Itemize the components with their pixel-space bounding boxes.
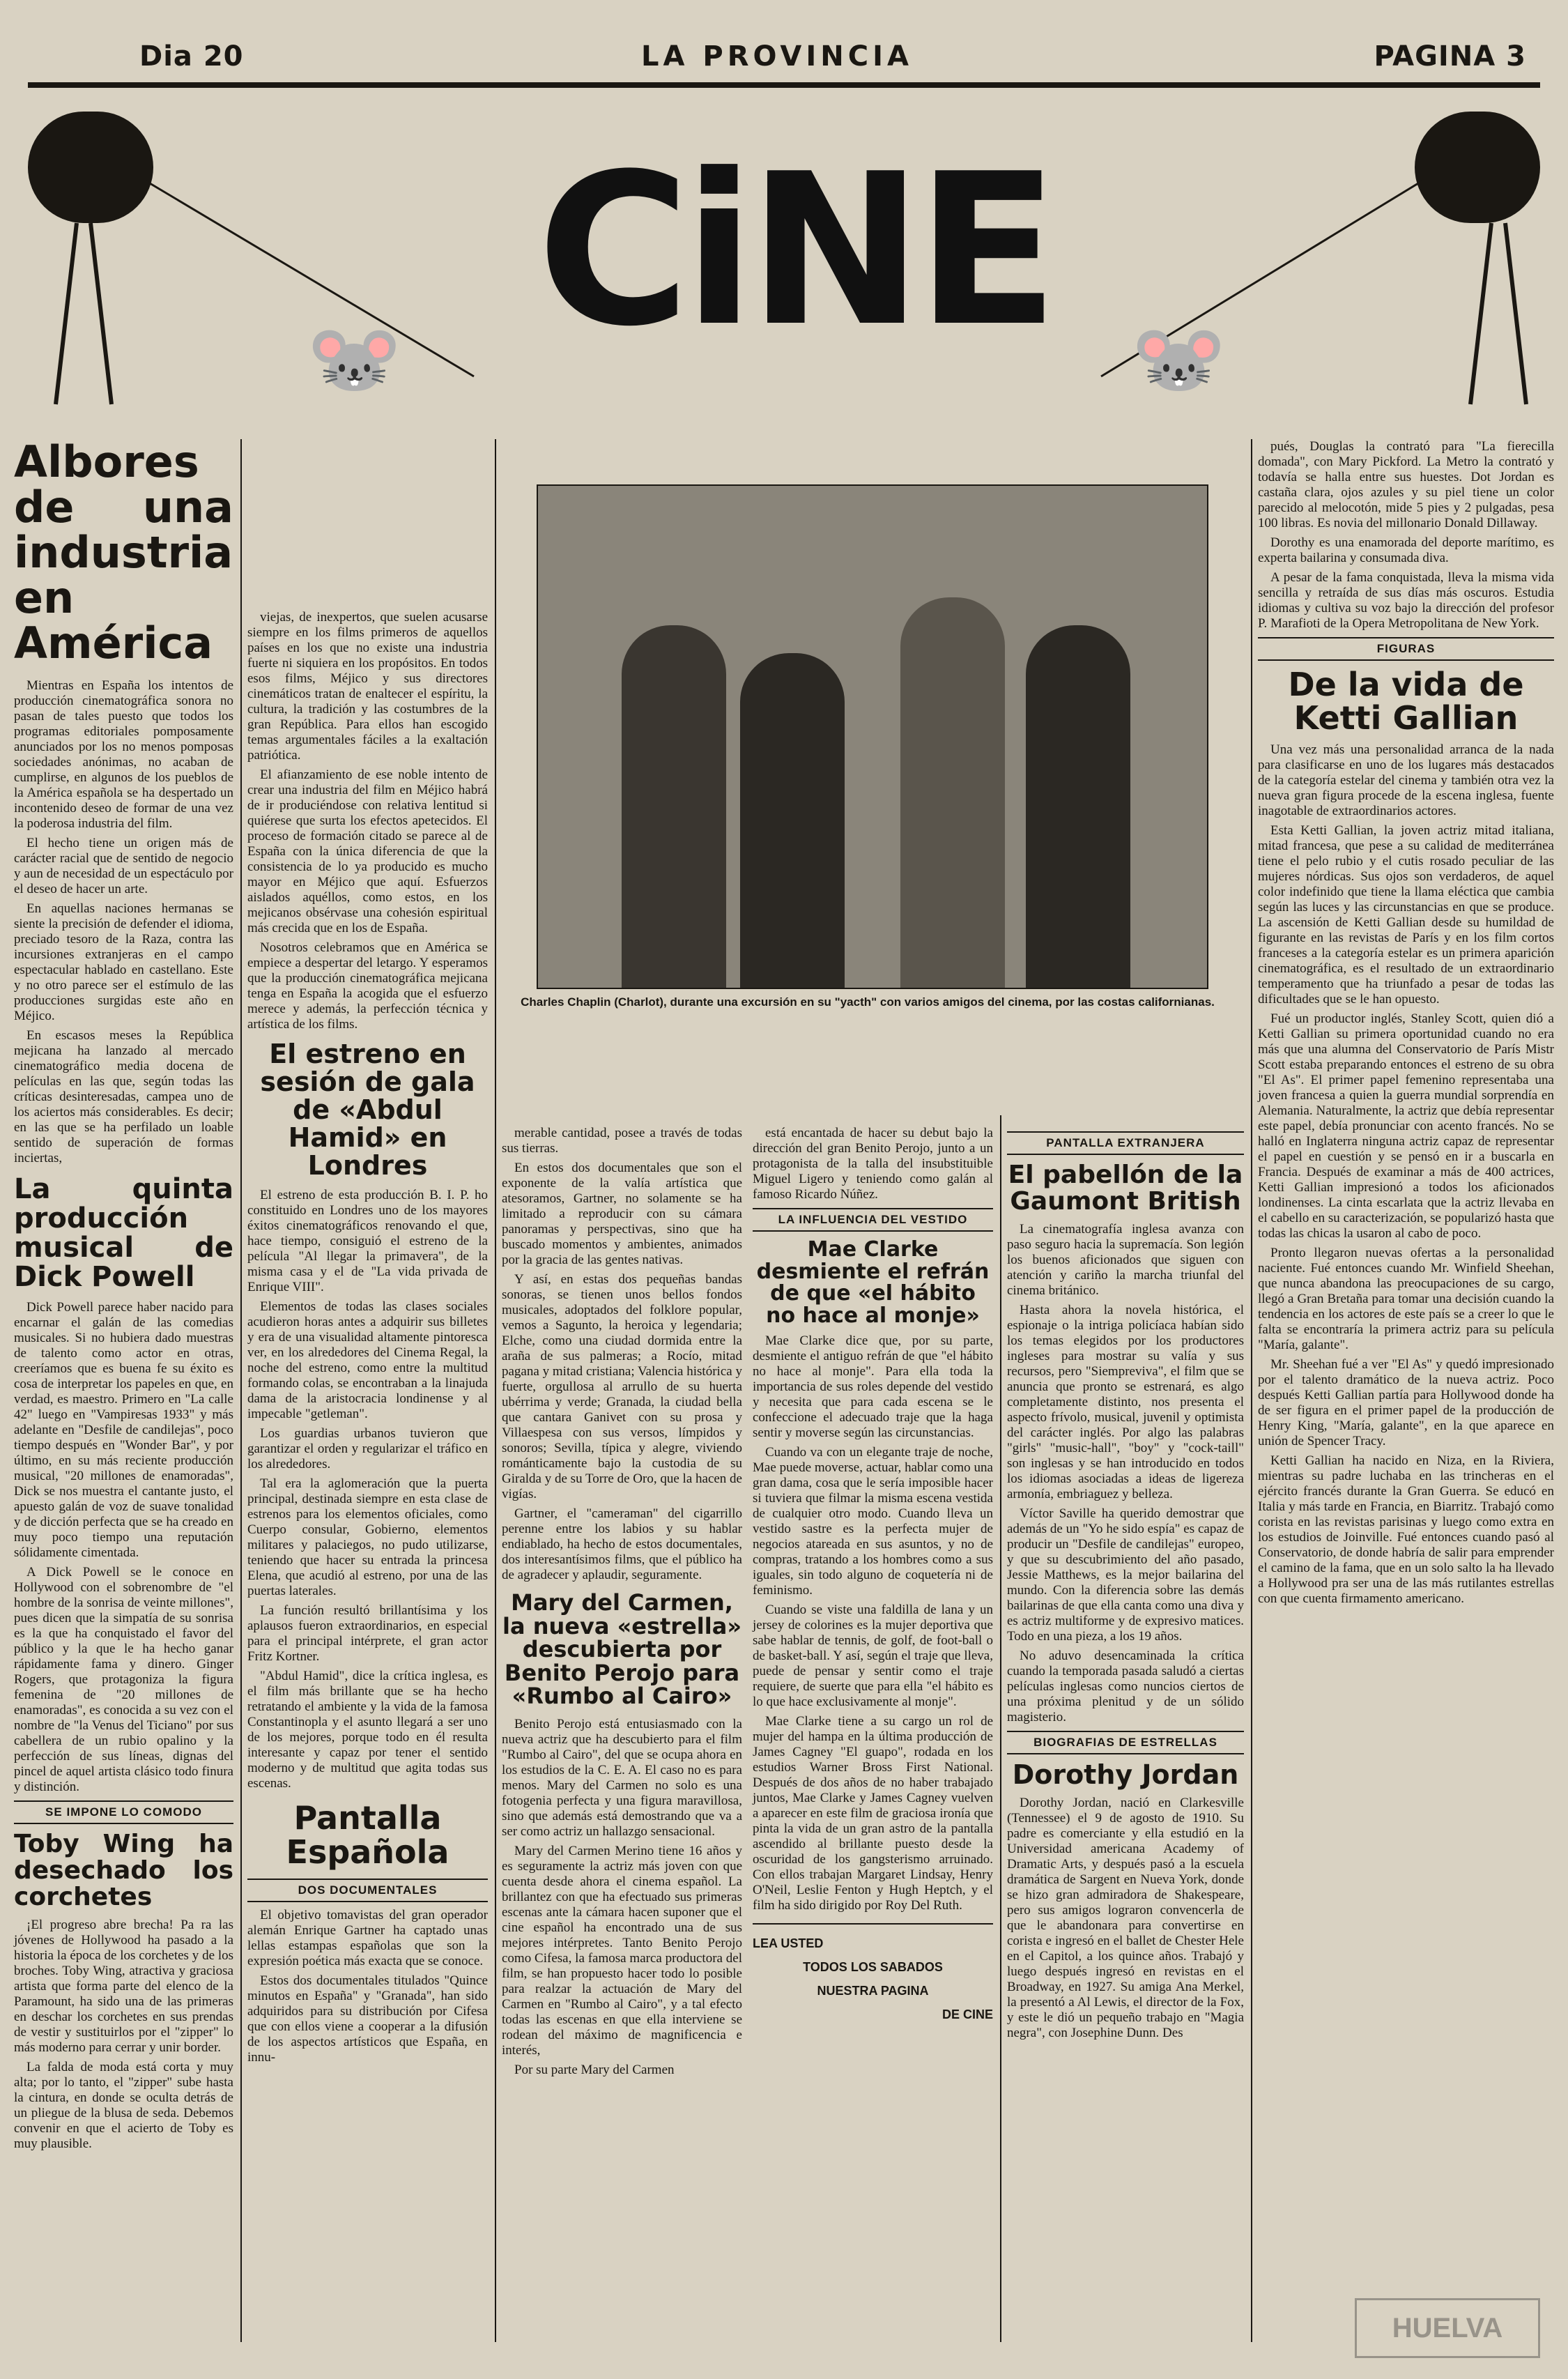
paragraph: Una vez más una personalidad arranca de la nada para clasificarse en uno de los lugares más destacados de la categoría estelar del cinema y también otra vez la nueva gran figura procede de la escena inglesa, fuente inagotable de extraordinarios actores. (1258, 742, 1554, 818)
person-figure (1026, 625, 1130, 988)
paragraph: No aduvo desencaminada la crítica cuando la temporada pasada saludó a ciertas películas inglesas como nuncios ciertos de una próxima plenitud y de un sólido magisterio. (1007, 1648, 1244, 1724)
paragraph: Ketti Gallian ha nacido en Niza, en la Riviera, mientras su padre luchaba en las trincheras en el ejército francés durante la Gran Guerra. Se educó en Italia y más tarde en Francia, en Biarritz. Trabajó como corista en las revistas parisinas y luego como extra en los estudios de Joinville. Fué entonces cuando pasó al Conservatorio, de donde habría de salir para emprender el camino de la fama, que en un solo salto la ha llevado a Hollywood pra ser una de las más rutilantes estrellas con que cuenta firmamento americano. (1258, 1453, 1554, 1606)
paragraph: Y así, en estas dos pequeñas bandas sonoras, se tienen unos bellos fondos musicales, adoptados del folklore popular, vemos a Sagunto, la heroica y legendaria; Elche, como una ciudad dormida entre la araña de sus palmeras; a Rocío, mitad pagana y mitad cristiana; Valencia histórica y fuerte, orgullosa al arrullo de su huerta ubérrima y verde; Granada, la ciudad bella que cantara Ganivet con su prosa y Villaespesa con sus versos, límpidos y sonoros; Sevilla, típica y alegre, viviendo románticamente bajo la custodia de su Giralda y de su Torre de Oro, que la hacen de vigías. (502, 1272, 742, 1501)
promo-line: LEA USTED (753, 1936, 824, 1950)
paragraph: Dorothy es una enamorada del deporte marítimo, es experta bailarina y consumada diva. (1258, 535, 1554, 565)
promo-box (753, 1923, 993, 2026)
headline-dorothy-jordan: Dorothy Jordan (1012, 1759, 1239, 1790)
paragraph: El estreno de esta producción B. I. P. ho constituido en Londres uno de los mayores éxitos cinematográficos renovando el que, hace tiempo, consiguió el estreno de la película "Al llegar la primavera", de la misma casa y el de "La vida privada de Enrique VIII". (247, 1188, 488, 1295)
person-figure (740, 653, 845, 988)
headline-pantalla-espanola: Pantalla Española (286, 1799, 449, 1871)
archive-watermark: HUELVA (1355, 2298, 1540, 2358)
paragraph: A pesar de la fama conquistada, lleva la misma vida sencilla y retraída de sus días más oscuros. Estudia idiomas y cultiva su voz bajo la dirección del profesor P. Marafioti de la Opera Metropolitana de New York. (1258, 570, 1554, 631)
masthead-date: Dia 20 (139, 40, 244, 72)
paragraph: Cuando va con un elegante traje de noche, Mae puede moverse, actuar, hablar como una gran dama, cosa que le sería imposible hacer si tuviera que filmar la misma escena vestida de cualquier otro modo. Cuando lleva un vestido sastre es la perfecta mujer de negocios atareada en sus asuntos, y no de compras, tratando a los hombres como a sus iguales, sin todo alguno de coquetería ni de feminismo. (753, 1445, 993, 1598)
headline-mae-clarke: Mae Clarke desmiente el refrán de que «el hábito no hace al monje» (756, 1237, 990, 1328)
masthead (28, 33, 1540, 88)
promo-line: DE CINE (941, 2007, 993, 2021)
column-rule (1000, 1115, 1001, 2342)
section-label: LA INFLUENCIA DEL VESTIDO (753, 1208, 993, 1232)
section-label: SE IMPONE LO COMODO (14, 1800, 233, 1824)
headline-dick-powell: La quinta producción musical de Dick Powell (14, 1173, 233, 1294)
headline-ketti-gallian: De la vida de Ketti Gallian (1288, 666, 1524, 737)
paragraph: En estos dos documentales que son el exponente de la valía artística que atesoramos, Gartner, no solamente se ha limitado a reproducir con su cámara panoramas y perspectivas, sino que ha buscado momentos y ambientes, animados por la gracia de las gentes nativas. (502, 1161, 742, 1267)
paragraph: En escasos meses la República mejicana ha lanzado al mercado cinematográfico media docena de películas en las que, según todas las críticas desinteresadas, campea uno de los aciertos más considerables. Es decir; en las que se ha perfilado un loable sentido de superación de formas inciertas, (14, 1028, 233, 1166)
paragraph: La función resultó brillantísima y los aplausos fueron extraordinarios, en especial para el principal intérprete, el gran actor Fritz Kortner. (247, 1603, 488, 1665)
column-rule (240, 439, 242, 2342)
headline-abdul-hamid: El estreno en sesión de gala de «Abdul Hamid» en Londres (260, 1039, 475, 1181)
paragraph: Mary del Carmen Merino tiene 16 años y es seguramente la actriz más joven con que cuenta desde ahora el cinema español. La brillantez con que ha efectuado sus primeras escenas ante la cámara hacen suponer que el cine español ha encontrado una de sus mejores intérpretes. Tanto Benito Perojo como Cifesa, la famosa marca productora del film, se han propuesto hacer todo lo posible para realzar la actuación de Mary del Carmen en "Rumbo al Cairo", y a tal efecto todas las escenas en que ella interviene se rodean del máximo de magnificencia e interés, (502, 1843, 742, 2058)
column-rule (495, 439, 496, 2342)
promo-line: TODOS LOS SABADOS (803, 1960, 943, 1974)
paragraph: Nosotros celebramos que en América se empiece a despertar del letargo. Y esperamos que la producción cinematográfica mejicana tenga en España la acogida que el esfuerzo merece y además, la perfección técnica y artística de los films. (247, 940, 488, 1032)
chaplin-photo (537, 484, 1208, 989)
paragraph: "Abdul Hamid", dice la crítica inglesa, es el film más brillante que se ha hecho retratando el ambiente y la vida de la famosa Constantinopla y el asunto llegará a ser uno de los mejores, porque todo en él resulta interesante y capaz por tener el sentido moderno y de multitud que agita todas sus escenas. (247, 1669, 488, 1791)
paragraph: Mr. Sheehan fué a ver "El As" y quedó impresionado por el talento dramático de la nueva actriz. Poco después Ketti Gallian partía para Hollywood donde ha de ser figura en el primer papel de la producción de Henry King, "María, galante", en la que aparece en unión de Spencer Tracy. (1258, 1356, 1554, 1448)
column-rule (1251, 439, 1252, 2342)
paragraph: Mae Clarke tiene a su cargo un rol de mujer del hampa en la última producción de James Cagney "El guapo", rodada en los estudios Warner Bross First National. Después de dos años de no haber trabajado juntos, Mae Clarke y James Cagney vuelven a aparecer en este film de graciosa ironía que pinta la vida de un gran astro de la pantalla ascendido al brillante puesto desde la oscuridad de los gangsterismo arruinado. Con ellos trabajan Margaret Lindsay, Henry O'Neil, Leslie Fenton y Hugh Heptch, y el film ha sido dirigido por Roy Del Ruth. (753, 1714, 993, 1913)
paragraph: viejas, de inexpertos, que suelen acusarse siempre en los films primeros de aquellos países en los que no existe una industria fuerte ni siquiera en los propósitos. En todos esos films, Méjico y sus directores cinemáticos tratan de enaltecer el espíritu, la cultura, la tradición y las costumbres de la gran República. Para ellos han escogido temas argumentales fáciles a la exaltación patriótica. (247, 610, 488, 763)
paragraph: La falda de moda está corta y muy alta; por lo tanto, el "zipper" sube hasta la cintura, en donde se oculta detrás de un pliegue de la blusa de seda. Debemos convenir en que el acierto de Toby es muy plausible. (14, 2059, 233, 2151)
section-label: PANTALLA EXTRANJERA (1007, 1131, 1244, 1155)
column-4 (753, 1126, 993, 2026)
paragraph: Dick Powell parece haber nacido para encarnar el galán de las comedias musicales. Si no hubiera dado muestras de talento como actor en otras, creeríamos que es buena fe su éxito es cosa de interpretar los papeles en que, en verdad, es maestro. Primero en "La calle 42" luego en "Vampiresas 1933" y más adelante en "Desfile de candilejas", poco tiempo después en "Wonder Bar", y por último, en su más reciente producción musical, "20 millones de enamoradas", Dick se nos muestra el cantante justo, el apuesto galán de voz de suave tonalidad y de dicción perfecta que se ha creado en muy poco tiempo una reputación sólidamente cimentada. (14, 1300, 233, 1561)
paragraph: merable cantidad, posee a través de todas sus tierras. (502, 1126, 742, 1156)
paragraph: Mae Clarke dice que, por su parte, desmiente el antiguo refrán de que "el hábito no hace al monje". Para ella toda la importancia de sus roles depende del vestido y necesita que para cada escena se le confeccione el adecuado traje que la haga sentir y moverse según las circunstancias. (753, 1333, 993, 1440)
paragraph: El afianzamiento de ese noble intento de crear una industria del film en Méjico habrá de ir produciéndose con relativa lentitud si quiérese que surta los efectos apetecidos. El proceso de formación citado se parece al de España con la única diferencia de que la consistencia de lo ya producido es mucho mayor en Méjico que aquí. Esfuerzos aislados aquéllos, como estos, en los mejicanos obsérvase una cohesión espiritual más crecida que en los de España. (247, 767, 488, 935)
mickey-mouse-left-icon: 🐭 (307, 317, 402, 402)
column-2 (247, 610, 488, 2070)
paragraph: ¡El progreso abre brecha! Pa ra las jóvenes de Hollywood ha pasado a la historia la época de los corchetes y de los broches. Toby Wing, atractiva y graciosa artista que forma parte del elenco de la Paramount, ha sido una de las primeras en deschar los corchetes en sus prendas de vestir y sustituirlos por el "zipper" lo más moderno para cerrar y unir border. (14, 1917, 233, 2055)
promo-line: NUESTRA PAGINA (817, 1984, 929, 1998)
column-5 (1007, 1126, 1244, 2045)
headline-gaumont-british: El pabellón de la Gaumont British (1008, 1161, 1243, 1216)
paragraph: El hecho tiene un origen más de carácter racial que de sentido de negocio y aun de necesidad de un espectáculo por el deseo de hacer un arte. (14, 836, 233, 897)
paragraph: Los guardias urbanos tuvieron que garantizar el orden y regularizar el tráfico en los alrededores. (247, 1426, 488, 1472)
headline-toby-wing: Toby Wing ha desechado los corchetes (14, 1830, 233, 1912)
column-6 (1258, 439, 1554, 1611)
paragraph: Tal era la aglomeración que la puerta principal, destinada siempre en esta clase de estrenos para los elementos oficiales, como Cuerpo consular, Gobierno, elementos militares y palaciegos, no pudo utilizarse, teniendo que hacer su entrada la princesa Elena, que acudió al estreno, por una de las puertas laterales. (247, 1476, 488, 1599)
person-figure (622, 625, 726, 988)
mickey-mouse-right-icon: 🐭 (1131, 317, 1227, 402)
paragraph: pués, Douglas la contrató para "La fierecilla domada", con Mary Pickford. La Metro la contrató y todavía se halla entre sus huestes. Dot Jordan es castaña clara, ojos azules y su piel tiene un color parecido al melocotón, mide 5 pies y 2 pulgadas, pesa 100 libras. Es novia del millonario Donald Dillaway. (1258, 439, 1554, 530)
paragraph: Víctor Saville ha querido demostrar que además de un "Yo he sido espía" es capaz de producir un "Desfile de candilejas" europeo, y que su descubrimiento del año pasado, Jessie Matthews, es la mejor bailarina del mundo. Con la diferencia sobre las demás bailarinas de que ella canta como una diva y es actriz multiforme y de expresivo matices. Todo en una pieza, a los 19 años. (1007, 1506, 1244, 1644)
paragraph: Estos dos documentales titulados "Quince minutos en España" y "Granada", han sido adquiridos para su distribución por Cifesa que con ellos viene a cooperar a la difusión de los aspectos artísticos que España, en innu- (247, 1973, 488, 2065)
paragraph: En aquellas naciones hermanas se siente la precisión de defender el idioma, preciado tesoro de la Raza, contra las incursiones extranjeras en el campo espectacular hablado en castellano. Este y no otro parece ser el estímulo de las producciones surgidas este año en Méjico. (14, 901, 233, 1024)
paragraph: Esta Ketti Gallian, la joven actriz mitad italiana, mitad francesa, que pese a su calidad de mediterránea tiene el pelo rubio y el cutis rosado peculiar de las mujeres nórdicas. Sus ojos son verdaderos, de aquel color indefinido que tiene la llama eléctica que cambia según las luces y las circunstancias en que se produce. La ascensión de Ketti Gallian desde su humildad de figurante en las revistas de París y en los film cortos franceses a la categoría estelar es un primera aparición cinematográfica, es el resultado de un extraordinario temperamento que ha triunfado a pesar de todas las dificultades que se le han opuesto. (1258, 823, 1554, 1007)
photo-caption: Charles Chaplin (Charlot), durante una excursión en su "yacth" con varios amigos del cinema, por las costas californianas. (521, 995, 1215, 1009)
paragraph: Fué un productor inglés, Stanley Scott, quien dió a Ketti Gallian su primera oportunidad cuando no era más que una alumna del Conservatorio de París Mistr Scott estaba preparando entonces el estreno de su obra "El As". El primer papel femenino representaba una joven francesa a quien la guerra mundial sorprendía en Alemania. Naturalmente, la actriz que debía representar este papel, debía pronunciar con acento francés. No se halló en Inglaterra ninguna actriz capaz de representar el papel en cuestión y se pensó en ir a buscarla en Francia. Después de examinar a más de 400 actrices, Ketti Gallian impresionó a todos los aficionados londinenses. La cinta escarlata que la actriz llevaba en el cabello en su caracterización, se popularizó hasta que todas las chicas la usaron al cabo de poco. (1258, 1011, 1554, 1241)
paragraph: Gartner, el "cameraman" del cigarrillo perenne entre los labios y su hablar endiablado, ha hecho de estos documentales, dos interesantísimos films, que el público ha de agradecer y aplaudir, seguramente. (502, 1506, 742, 1582)
paragraph: Mientras en España los intentos de producción cinematográfica sonora no pasan de tales puesto que todos los programas editoriales pomposamente anunciados por los no menos pomposas sociedades anónimas, no acaban de cumplirse, en algunos de los pueblos de la América española se ha despertado un incontenido deseo de formar de una vez la poderosa industria del film. (14, 678, 233, 832)
paragraph: A Dick Powell se le conoce en Hollywood con el sobrenombre de "el hombre de la sonrisa de veinte millones", pues dicen que la simpatía de su sonrisa es la que ha conquistado el favor del público y la que le ha hecho ganar rápidamente fama y dinero. Ginger Rogers, que protagoniza la figura femenina de "20 millones de enamoradas", es conocida a su vez con el nombre de "la Venus del Ticiano" por sus cabellera de un rubio opalino y la perfección de sus líneas, dignas del pincel de aquel artista clásico todo finura y distinción. (14, 1565, 233, 1795)
section-label: BIOGRAFIAS DE ESTRELLAS (1007, 1731, 1244, 1754)
masthead-page: PAGINA 3 (1374, 40, 1526, 72)
paragraph: Benito Perojo está entusiasmado con la nueva actriz que ha descubierto para el film "Rumbo al Cairo", del que se ocupa ahora en los estudios de la C. E. A. El caso no es para menos. Mary del Carmen no solo es una fotogenia perfecta y una figura maravillosa, sino que además está demostrando que va a ser como actriz un hallazgo sensacional. (502, 1716, 742, 1839)
cine-banner (14, 98, 1554, 425)
paragraph: La cinematografía inglesa avanza con paso seguro hacia la supremacía. Son legión los buenos aficionados que siguen con atención y cariño la marcha triunfal del cinema británico. (1007, 1221, 1244, 1298)
masthead-title: LA PROVINCIA (641, 40, 913, 72)
headline-mary-del-carmen: Mary del Carmen, la nueva «estrella» descubierta por Benito Perojo para «Rumbo al Cairo» (502, 1589, 741, 1710)
paragraph: está encantada de hacer su debut bajo la dirección del gran Benito Perojo, junto a un protagonista de la talla del insubstituible Miguel Ligero y teniendo como galán al famoso Ricardo Núñez. (753, 1126, 993, 1202)
paragraph: El objetivo tomavistas del gran operador alemán Enrique Gartner ha captado unas lellas estampas españolas que son la expresión poética más exacta que se conoce. (247, 1908, 488, 1969)
headline-albores: Albores de una industria en América (14, 436, 233, 669)
section-label: DOS DOCUMENTALES (247, 1879, 488, 1902)
paragraph: Pronto llegaron nuevas ofertas a la personalidad naciente. Fué entonces cuando Mr. Winfield Sheehan, que nunca abandona las preocupaciones de su cargo, llegó a Gran Bretaña para tomar una decisión cuando la tendencia en los actores de este país se a creer lo que le falta se encontraría la primera actriz para su película "María, galante". (1258, 1245, 1554, 1352)
paragraph: Dorothy Jordan, nació en Clarkesville (Tennessee) el 9 de agosto de 1910. Su padre es comerciante y ella estudió en la Universidad americana Academy of Dramatic Arts, y después pasó a la escuela dramática de Sargent en Nueva York, donde se hizo gran admiradora de Shakespeare, pero sus amigos lograron convencerla de que le abandonara para convertirse en corista e ingresó en el ballet de Chester Hele en el Capitol, a los quince años. Trabajó y luego después ingresó en revistas en el Broadway, en 1927. Su amiga Ana Merkel, la presentó a Al Lewis, el director de la Fox, y este le dió un pequeño trabajo en "Magia negra", con Josephine Dunn. Des (1007, 1796, 1244, 2041)
column-3 (502, 1126, 742, 2082)
paragraph: Cuando se viste una faldilla de lana y un jersey de colorines es la mujer deportiva que sabe hablar de tennis, de golf, de foot-ball o de basket-ball. Y así, según el traje que lleva, puede de pensar y sentir como el traje requiere, de suerte que para ella "el hábito es lo que hace exclusivamente al monje". (753, 1602, 993, 1709)
section-label: FIGURAS (1258, 637, 1554, 661)
paragraph: Hasta ahora la novela histórica, el espionaje o la intriga policíaca habían sido los temas elegidos por los productores ingleses para mostrar su valía y sus recursos, pero "Siempreviva", el film que se anuncia que pronto se estrenará, es algo completamente distinto, nos presenta el aspecto frívolo, musical, juvenil y optimista del carácter inglés. Por algo las palabras "girls" "music-hall", "boy" y "cock-taill" son inglesas y se han introducido en todos los idiomas asociadas a ideas de ligereza armonía, embriaguez y belleza. (1007, 1302, 1244, 1501)
person-figure (900, 597, 1005, 988)
column-1 (14, 436, 233, 2156)
paragraph: Elementos de todas las clases sociales acudieron horas antes a adquirir sus billetes y era de una visualidad altamente pintoresca ver, en los alrededores del Cinema Regal, la noche del estreno, como entre la multitud formando colas, se encontraban a la linajuda dama de la aristocracia londinense y al impecable "getleman". (247, 1299, 488, 1422)
paragraph: Por su parte Mary del Carmen (514, 2062, 675, 2077)
cine-title: CiNE (537, 129, 1052, 372)
